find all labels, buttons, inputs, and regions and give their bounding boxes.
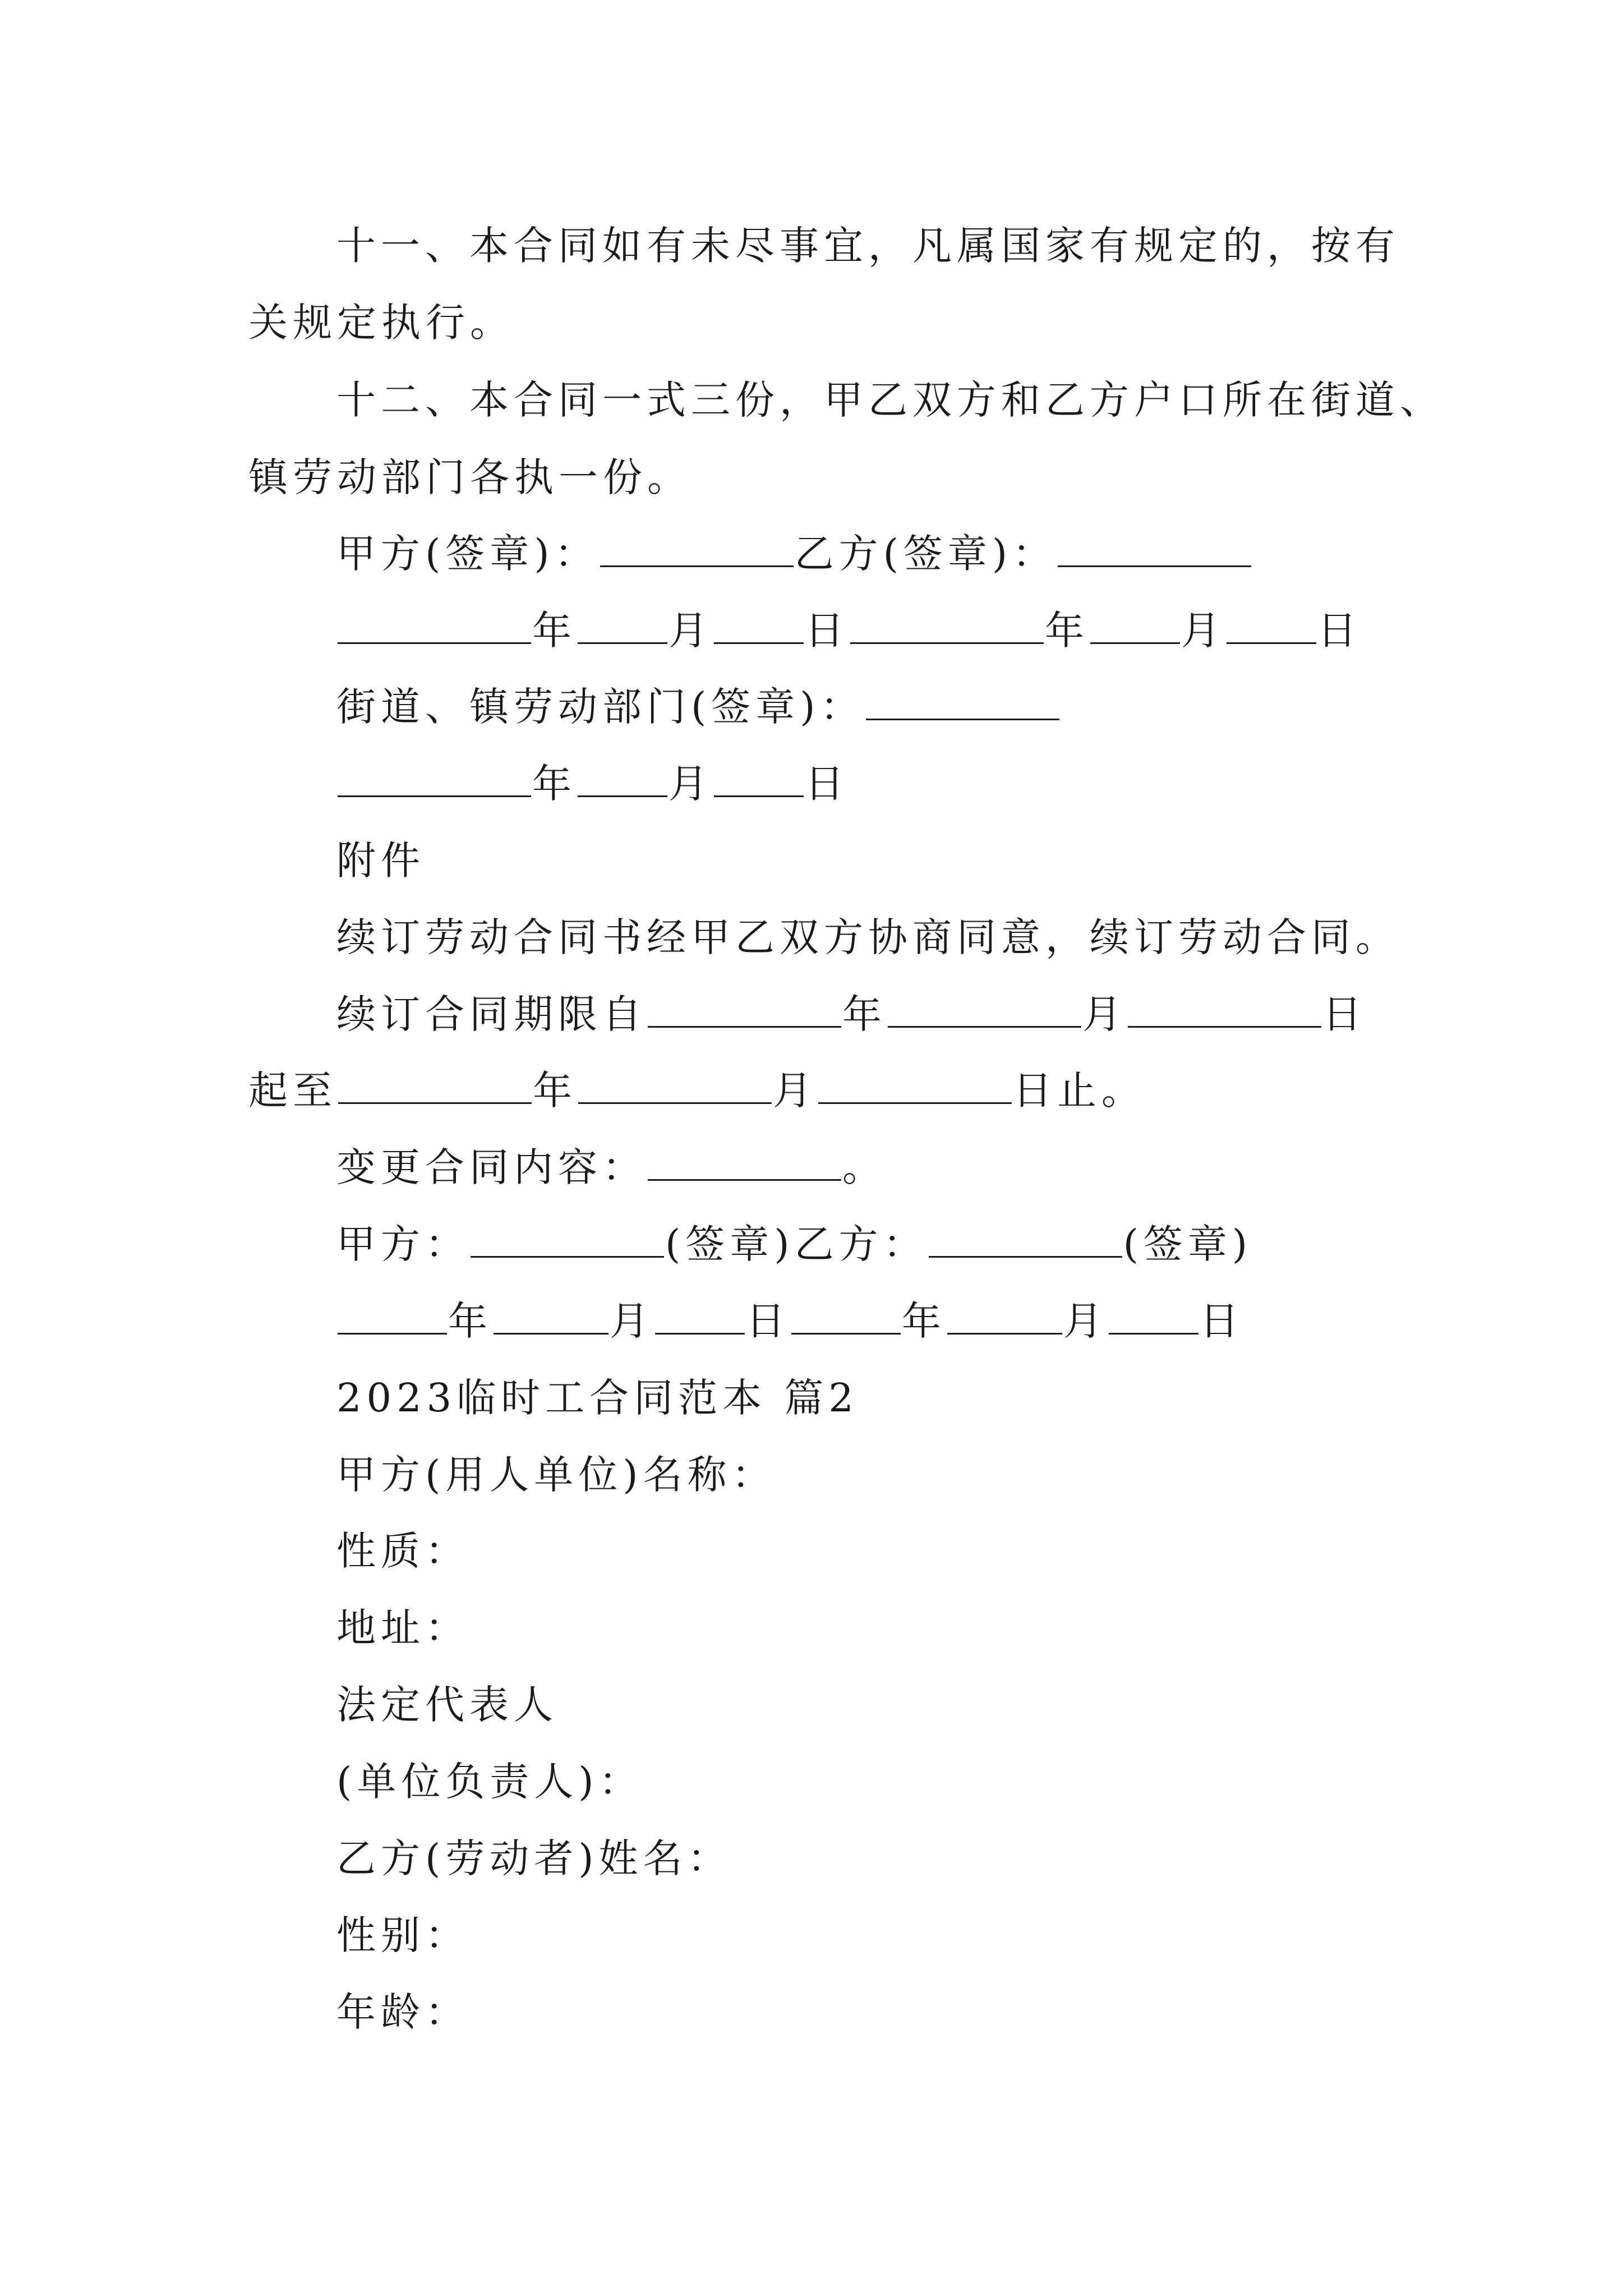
signature-party-row (336, 528, 1252, 579)
year-blank (338, 608, 531, 644)
party-b-seal-blank (1058, 531, 1251, 567)
clause-12-line-2: 镇劳动部门各执一份。 (248, 454, 691, 500)
year-blank (850, 608, 1044, 644)
clause-12-line-1: 十二、本合同一式三份，甲乙双方和乙方户口所在街道、 (336, 377, 1444, 423)
start-year-blank (648, 991, 841, 1028)
party-a-seal-label: 甲方(签章)： (336, 531, 599, 577)
labor-dept-seal-blank (866, 684, 1059, 720)
party-b-label: 乙方： (794, 1221, 928, 1267)
month-blank (494, 1298, 608, 1335)
start-month-blank (888, 991, 1081, 1028)
month-label: 月 (668, 608, 713, 654)
year-blank (791, 1298, 901, 1335)
day-blank (714, 608, 804, 644)
renewal-period-row-1 (336, 989, 1367, 1039)
month-blank (578, 608, 667, 644)
month-blank (578, 761, 667, 797)
attachment-party-row (336, 1219, 1252, 1269)
clause-11-line-1: 十一、本合同如有未尽事宜，凡属国家有规定的，按有 (336, 223, 1400, 269)
section-2-title: 2023临时工合同范本 篇2 (336, 1375, 859, 1421)
month-label: 月 (773, 1068, 817, 1114)
clause-11-line-2: 关规定执行。 (248, 300, 514, 346)
period-end-label: 日止。 (1013, 1068, 1146, 1114)
day-label: 日 (805, 608, 849, 654)
party-a-blank (471, 1221, 664, 1258)
party-b-seal: (签章) (1123, 1221, 1253, 1267)
month-blank (947, 1298, 1062, 1335)
party-b-blank (929, 1221, 1122, 1258)
month-label: 月 (610, 1298, 654, 1344)
year-label: 年 (533, 1068, 577, 1114)
day-label: 日 (746, 1298, 790, 1344)
year-label: 年 (532, 608, 577, 654)
party-a-name-field: 甲方(用人单位)名称： (336, 1452, 776, 1498)
nature-field: 性质： (336, 1528, 469, 1574)
start-day-blank (1128, 991, 1321, 1028)
year-label: 年 (532, 761, 577, 807)
year-label: 年 (1045, 608, 1089, 654)
change-content-blank (648, 1144, 841, 1181)
day-blank (655, 1298, 745, 1335)
change-content-end: 。 (842, 1144, 887, 1190)
change-content-row (336, 1142, 887, 1193)
address-field: 地址： (336, 1605, 469, 1651)
labor-dept-row (336, 682, 1061, 732)
legal-rep-field: 法定代表人 (336, 1682, 558, 1728)
signature-date-row (336, 605, 1362, 656)
attachment-date-row (336, 1296, 1244, 1346)
month-label: 月 (1082, 991, 1127, 1037)
labor-dept-seal-label: 街道、镇劳动部门(签章)： (336, 684, 865, 730)
change-content-label: 变更合同内容： (336, 1144, 647, 1190)
age-field: 年龄： (336, 1989, 469, 2035)
day-label: 日 (1317, 608, 1362, 654)
day-label: 日 (805, 761, 849, 807)
gender-field: 性别： (336, 1912, 469, 1958)
renewal-text: 续订劳动合同书经甲乙双方协商同意，续订劳动合同。 (336, 914, 1400, 960)
day-blank (714, 761, 804, 797)
unit-head-field: (单位负责人)： (336, 1759, 643, 1805)
attachment-heading: 附件 (336, 838, 425, 884)
year-blank (338, 1298, 447, 1335)
year-label: 年 (842, 991, 887, 1037)
party-a-seal-blank (600, 531, 794, 567)
day-blank (1227, 608, 1316, 644)
year-blank (338, 761, 531, 797)
month-label: 月 (668, 761, 713, 807)
party-a-seal: (签章) (665, 1221, 795, 1267)
month-blank (1090, 608, 1180, 644)
period-to-label: 起至 (248, 1068, 337, 1114)
day-blank (1109, 1298, 1198, 1335)
end-year-blank (338, 1068, 532, 1104)
month-label: 月 (1063, 1298, 1108, 1344)
day-label: 日 (1200, 1298, 1244, 1344)
end-day-blank (818, 1068, 1012, 1104)
renewal-period-row-2 (248, 1065, 1146, 1116)
day-label: 日 (1322, 991, 1367, 1037)
end-month-blank (578, 1068, 772, 1104)
labor-dept-date-row (336, 758, 849, 809)
year-label: 年 (902, 1298, 946, 1344)
period-start-label: 续订合同期限自 (336, 991, 647, 1037)
party-b-name-field: 乙方(劳动者)姓名： (336, 1835, 732, 1881)
party-b-seal-label: 乙方(签章)： (794, 531, 1057, 577)
party-a-label: 甲方： (336, 1221, 469, 1267)
year-label: 年 (448, 1298, 492, 1344)
month-label: 月 (1181, 608, 1225, 654)
